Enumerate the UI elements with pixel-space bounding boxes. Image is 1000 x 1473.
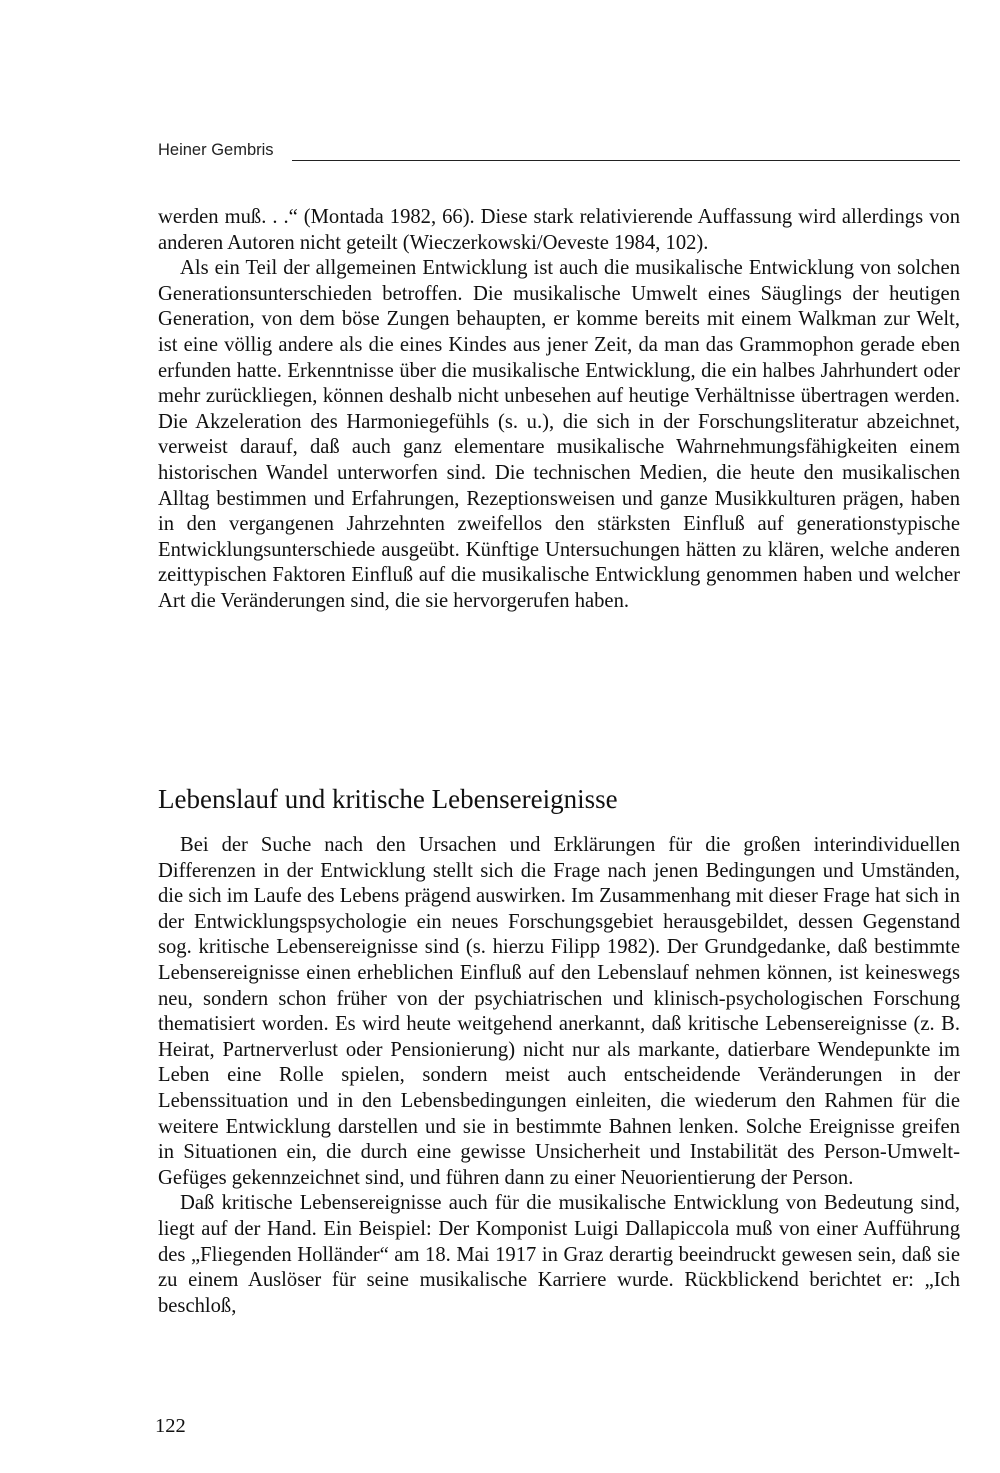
paragraph: Als ein Teil der allgemeinen Entwicklung ist auch die musikalische Entwicklung von solchen Generationsunterschieden betroffen. Die musikalische Umwelt eines Säuglings der heutigen Generation, von dem böse Zungen behaupten, er komme bereits mit einem Walkman zur Welt, ist eine völlig andere als die eines Kindes aus jener Zeit, da man das Grammophon gerade eben erfunden hatte. Erkenntnisse über die musikalische Entwicklung, die ein halbes Jahrhundert oder mehr zurückliegen, können deshalb nicht unbesehen auf heutige Verhältnisse übertragen werden. Die Akzeleration des Harmoniegefühls (s. u.), die sich in der Forschungsliteratur abzeichnet, verweist darauf, daß auch ganz elementare musikalische Wahrnehmungsfähigkeiten einem historischen Wandel unterworfen sind. Die technischen Medien, die heute den musikalischen Alltag bestimmen und Erfahrungen, Rezeptionsweisen und ganze Musikkulturen prägen, haben in den vergangenen Jahrzehnten zweifellos den stärksten Einfluß auf generationstypische Entwicklungsunterschiede ausgeübt. Künftige Untersuchungen hätten zu klären, welche anderen zeittypischen Faktoren Einfluß auf die musikalische Entwicklung genommen haben und welcher Art die Veränderungen sind, die sie hervorgerufen haben.: [158, 257, 960, 612]
paragraph: Daß kritische Lebensereignisse auch für die musikalische Entwicklung von Bedeutung sind, liegt auf der Hand. Ein Beispiel: Der Komponist Luigi Dallapiccola muß von einer Aufführung des „Fliegenden Holländer“ am 18. Mai 1917 in Graz derartig beeindruckt gewesen sein, daß sie zu einem Auslöser für seine musikalische Karriere wurde. Rückblickend berichtet er: „Ich beschloß,: [158, 1192, 960, 1317]
header-rule: [292, 160, 960, 161]
text-block-2: [158, 833, 960, 1319]
text-block-1: [158, 205, 960, 615]
page-number: 122: [155, 1415, 186, 1437]
paragraph: Bei der Suche nach den Ursachen und Erklärungen für die großen interindividuellen Differenzen in der Entwicklung stellt sich die Frage nach jenen Bedingungen und Umständen, die sich im Laufe des Lebens prägend auswirken. Im Zusammenhang mit dieser Frage hat sich in der Entwicklungspsychologie ein neues Forschungsgebiet herausgebildet, dessen Gegenstand sog. kritische Lebensereignisse sind (s. hierzu Filipp 1982). Der Grundgedanke, daß bestimmte Lebensereignisse einen erheblichen Einfluß auf den Lebenslauf nehmen können, ist keineswegs neu, sondern schon früher von der psychiatrischen und klinisch-psychologischen Forschung thematisiert worden. Es wird heute weitgehend anerkannt, daß kritische Lebensereignisse (z. B. Heirat, Partnerverlust oder Pensionierung) nicht nur als markante, datierbare Wendepunkte im Leben eine Rolle spielen, sondern meist auch entscheidende Veränderungen in der Lebenssituation und in den Lebensbedingungen einleiten, die wiederum den Rahmen für die weitere Entwicklung darstellen und sie in bestimmte Bahnen lenken. Solche Ereignisse greifen in Situationen ein, die durch eine gewisse Unsicherheit und Instabilität des Person-Umwelt-Gefüges gekennzeichnet sind, und führen dann zu einer Neuorientierung der Person.: [158, 834, 960, 1189]
header-author: Heiner Gembris: [158, 141, 274, 159]
paragraph: werden muß. . .“ (Montada 1982, 66). Diese stark relativierende Auffassung wird allerdings von anderen Autoren nicht geteilt (Wieczerkowski/Oeveste 1984, 102).: [158, 206, 960, 254]
running-header: [158, 141, 960, 167]
section-heading: Lebenslauf und kritische Lebensereignisse: [158, 784, 618, 814]
